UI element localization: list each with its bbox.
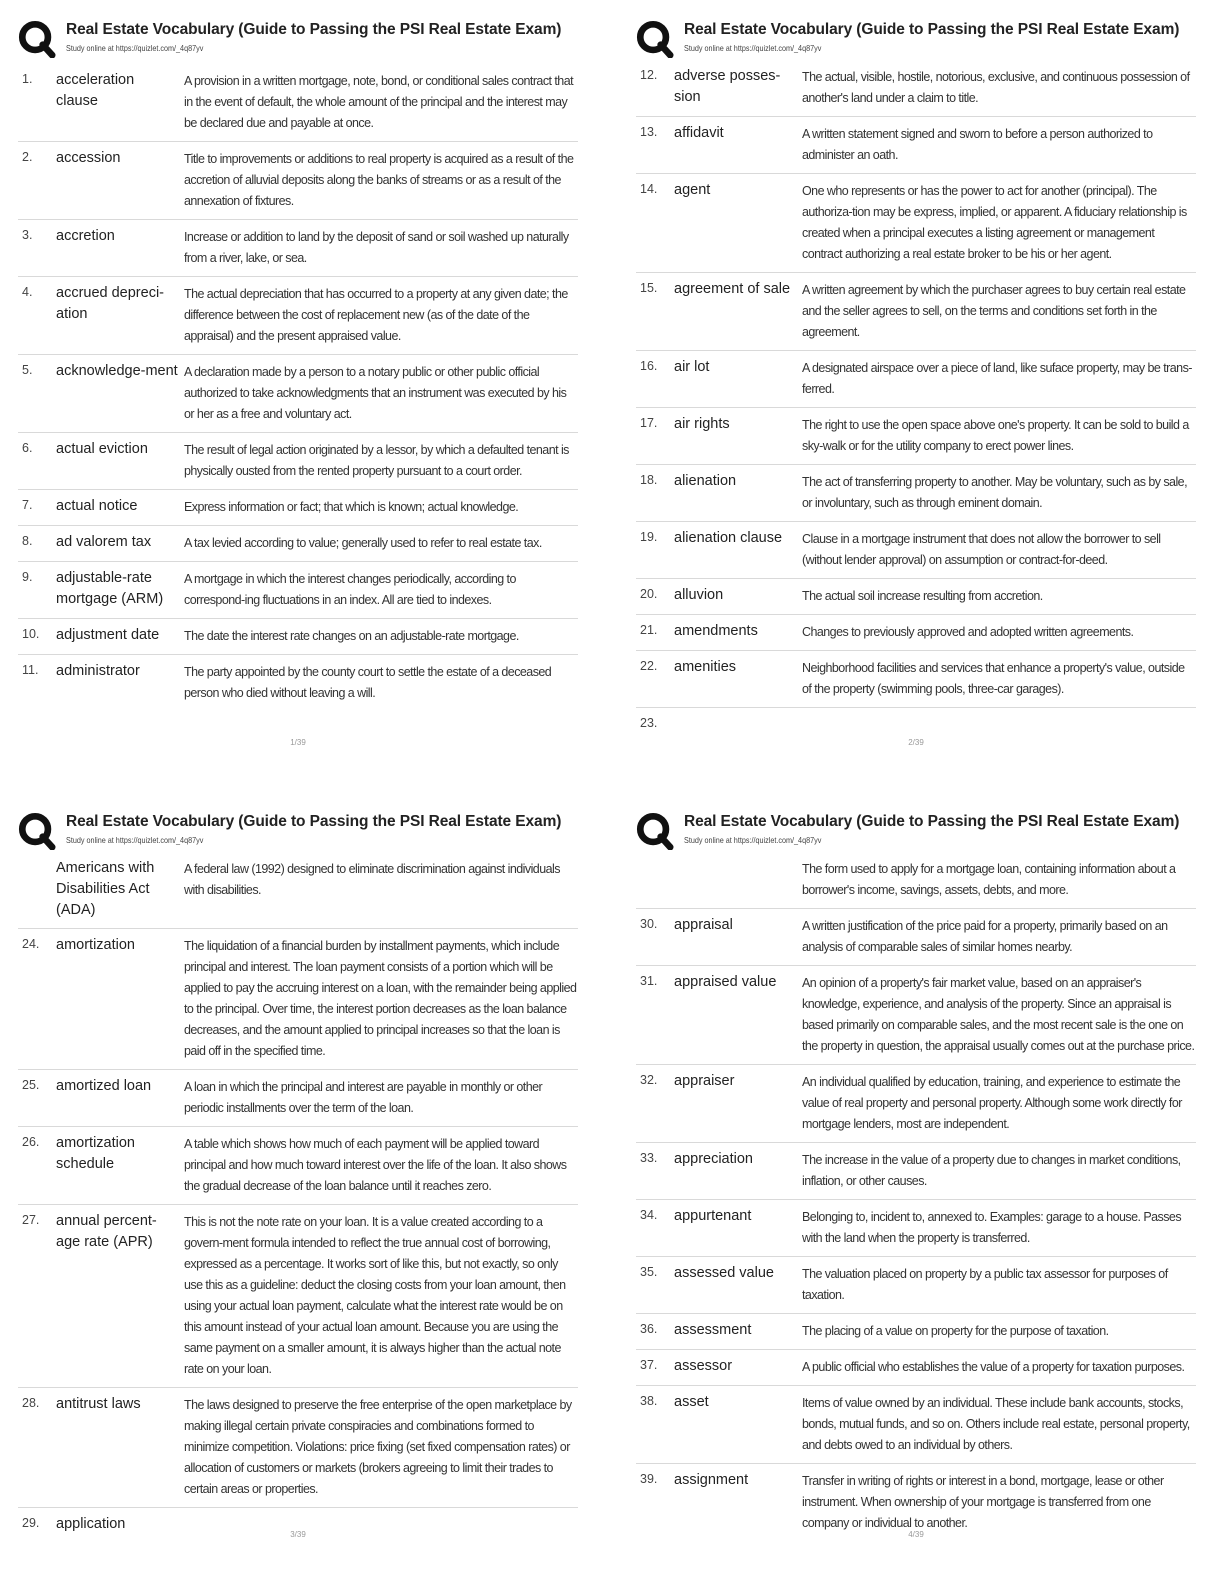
vocab-definition: Express information or fact; that which is known; actual knowledge. [184, 500, 519, 514]
vocab-row [636, 1350, 1196, 1386]
vocab-definition: Neighborhood facilities and services that enhance a property's value, outside of the property (swimming pools, three-car garages). [802, 661, 1185, 696]
vocab-term: amortization [56, 937, 135, 953]
vocab-row [18, 220, 578, 277]
vocab-term: amenities [674, 659, 737, 675]
term-number: 28. [22, 1396, 40, 1410]
vocab-row [18, 1205, 578, 1388]
vocab-term: accession [56, 150, 121, 166]
vocab-row [636, 909, 1196, 966]
vocab-definition: The actual soil increase resulting from accretion. [802, 589, 1043, 603]
vocab-term: appraised value [674, 974, 777, 990]
vocab-definition: Title to improvements or additions to real property is acquired as a result of the accretion of alluvial deposits along the banks of streams or as a result of the annexation of fixtures. [184, 152, 574, 208]
vocab-term: adverse posses-sion [674, 68, 781, 105]
vocab-term: amendments [674, 623, 758, 639]
vocab-term: amortization schedule [56, 1135, 135, 1172]
term-number: 18. [640, 473, 658, 487]
vocab-term: alienation clause [674, 530, 783, 546]
vocab-definition: A written statement signed and sworn to before a person authorized to administer an oath. [802, 127, 1153, 162]
vocab-term: annual percent-age rate (APR) [56, 1213, 157, 1250]
vocab-row [18, 929, 578, 1070]
vocab-row [636, 351, 1196, 408]
vocab-row [636, 579, 1196, 615]
vocab-row [18, 277, 578, 355]
vocab-row [636, 408, 1196, 465]
vocab-definition: A loan in which the principal and interest are payable in monthly or other periodic installments over the term of the loan. [184, 1080, 543, 1115]
page-header [18, 810, 578, 852]
vocab-term: appurtenant [674, 1208, 752, 1224]
vocab-table [18, 64, 578, 711]
term-number: 4. [22, 285, 33, 299]
vocab-term: assessment [674, 1322, 752, 1338]
vocab-row [18, 655, 578, 711]
term-number: 14. [640, 182, 658, 196]
vocab-definition: The increase in the value of a property due to changes in market conditions, inflation, or other causes. [802, 1153, 1181, 1188]
term-number: 15. [640, 281, 658, 295]
vocab-row [636, 1143, 1196, 1200]
vocab-table [636, 852, 1196, 1541]
vocab-definition: The actual, visible, hostile, notorious, exclusive, and continuous possession of another's land under a claim to title. [802, 70, 1190, 105]
term-number: 12. [640, 68, 658, 82]
page-footer: 3/39 [290, 1530, 306, 1539]
vocab-term: ad valorem tax [56, 534, 152, 550]
document-title: Real Estate Vocabulary (Guide to Passing the PSI Real Estate Exam) [684, 21, 1180, 38]
vocab-row [18, 1388, 578, 1508]
vocab-term: administrator [56, 663, 140, 679]
vocab-definition: The act of transferring property to another. May be voluntary, such as by sale, or involuntary, such as through eminent domain. [802, 475, 1188, 510]
page-footer: 2/39 [908, 738, 924, 747]
term-number [18, 858, 56, 921]
vocab-definition: A declaration made by a person to a notary public or other public official authorized to take acknowledgments that an instrument was executed by his or her as a free and voluntary act. [184, 365, 567, 421]
vocab-term: alienation [674, 473, 737, 489]
vocab-row [636, 1314, 1196, 1350]
page-header [18, 18, 578, 60]
term-number: 11. [22, 663, 39, 677]
vocab-definition: A tax levied according to value; generally used to refer to real estate tax. [184, 536, 542, 550]
term-number: 3. [22, 228, 33, 242]
vocab-row [18, 433, 578, 490]
term-number: 31. [640, 974, 658, 988]
vocab-term: Americans with Disabilities Act (ADA) [56, 860, 155, 918]
vocab-term: asset [674, 1394, 709, 1410]
term-number: 26. [22, 1135, 40, 1149]
term-number: 34. [640, 1208, 658, 1222]
vocab-row [636, 522, 1196, 579]
vocab-term: alluvion [674, 587, 724, 603]
term-number: 5. [22, 363, 33, 377]
vocab-definition: The liquidation of a financial burden by installment payments, which include principal and interest. The loan payment consists of a portion which will be applied to pay the accruing interest on a loan, with the remainder being applied to the principal. Over time, the interest portion decreases as the loan balance decreases, and the amount applied to principal increases so that the loan is paid off in the specified time. [184, 939, 577, 1058]
vocab-definition: A written justification of the price paid for a property, primarily based on an analysis of comparable sales of similar homes nearby. [802, 919, 1168, 954]
page-2 [636, 18, 1196, 747]
vocab-definition: Items of value owned by an individual. These include bank accounts, stocks, bonds, mutual funds, and so on. Others include real estate, personal property, and debts owed to an individual by others. [802, 1396, 1190, 1452]
vocab-definition: Clause in a mortgage instrument that does not allow the borrower to sell (without lender approval) on assumption or contract-for-deed. [802, 532, 1161, 567]
vocab-row [636, 1200, 1196, 1257]
vocab-term: agent [674, 182, 711, 198]
term-number: 29. [22, 1516, 40, 1530]
vocab-row [636, 1257, 1196, 1314]
vocab-definition: An opinion of a property's fair market value, based on an appraiser's knowledge, experience, and analysis of the property. Since an appraisal is based primarily on comparable sales, and the most recent sale is the one on the property in question, the appraisal usually comes out at the purchase price. [802, 976, 1195, 1053]
vocab-row [636, 465, 1196, 522]
vocab-row [636, 852, 1196, 909]
term-number: 22. [640, 659, 658, 673]
term-number: 23. [640, 716, 658, 730]
vocab-definition: A designated airspace over a piece of land, like suface property, may be trans-ferred. [802, 361, 1192, 396]
term-number: 13. [640, 125, 658, 139]
document-subtitle: Study online at https://quizlet.com/_4q87yv [66, 43, 204, 53]
page-footer: 4/39 [908, 1530, 924, 1539]
vocab-term: amortized loan [56, 1078, 152, 1094]
term-number: 6. [22, 441, 33, 455]
term-number: 17. [640, 416, 658, 430]
vocab-term: appreciation [674, 1151, 753, 1167]
vocab-definition: The laws designed to preserve the free enterprise of the open marketplace by making illegal certain private conspiracies and combinations formed to minimize competition. Violations: price fixing (set fixed compensation rates) or allocation of customers or markets (brokers agreeing to limit their trades to certain areas or properties. [184, 1398, 572, 1496]
document-title: Real Estate Vocabulary (Guide to Passing the PSI Real Estate Exam) [684, 813, 1180, 830]
vocab-definition: The actual depreciation that has occurred to a property at any given date; the difference between the cost of replacement new (as of the date of the appraisal) and the present appraised value. [184, 287, 568, 343]
vocab-term: actual notice [56, 498, 138, 514]
vocab-row [636, 117, 1196, 174]
vocab-row [636, 60, 1196, 117]
page-footer: 1/39 [290, 738, 306, 747]
vocab-term: application [56, 1516, 126, 1532]
term-number: 27. [22, 1213, 40, 1227]
vocab-term [674, 858, 802, 901]
vocab-term: acknowledge-ment [56, 363, 178, 379]
vocab-definition: The placing of a value on property for the purpose of taxation. [802, 1324, 1109, 1338]
vocab-definition: The date the interest rate changes on an adjustable-rate mortgage. [184, 629, 519, 643]
vocab-row [18, 619, 578, 655]
term-number: 37. [640, 1358, 658, 1372]
vocab-row [18, 1070, 578, 1127]
vocab-term: appraiser [674, 1073, 735, 1089]
vocab-definition: An individual qualified by education, training, and experience to estimate the value of real property and personal property. Although some work directly for mortgage lenders, most are independent. [802, 1075, 1182, 1131]
quizlet-logo-icon [636, 812, 674, 850]
vocab-term: air lot [674, 359, 710, 375]
vocab-row [636, 966, 1196, 1065]
document-subtitle: Study online at https://quizlet.com/_4q87yv [684, 835, 822, 845]
page-1 [18, 18, 578, 747]
term-number: 7. [22, 498, 33, 512]
vocab-term: assessed value [674, 1265, 774, 1281]
vocab-row [18, 562, 578, 619]
vocab-definition: A mortgage in which the interest changes periodically, according to correspond-ing fluctuations in an index. All are tied to indexes. [184, 572, 516, 607]
vocab-definition: A public official who establishes the value of a property for taxation purposes. [802, 1360, 1185, 1374]
vocab-term: adjustment date [56, 627, 160, 643]
vocab-row [636, 651, 1196, 708]
document-subtitle: Study online at https://quizlet.com/_4q87yv [66, 835, 204, 845]
quizlet-logo-icon [18, 20, 56, 58]
vocab-row [636, 615, 1196, 651]
vocab-definition: The right to use the open space above one's property. It can be sold to build a sky-walk or for the utility company to erect power lines. [802, 418, 1189, 453]
vocab-term: assessor [674, 1358, 733, 1374]
term-number: 19. [640, 530, 658, 544]
quizlet-logo-icon [636, 20, 674, 58]
document-title: Real Estate Vocabulary (Guide to Passing the PSI Real Estate Exam) [66, 813, 562, 830]
vocab-row [18, 142, 578, 220]
document-subtitle: Study online at https://quizlet.com/_4q87yv [684, 43, 822, 53]
vocab-definition: The form used to apply for a mortgage loan, containing information about a borrower's income, savings, assets, debts, and more. [802, 862, 1176, 897]
vocab-definition: The valuation placed on property by a public tax assessor for purposes of taxation. [802, 1267, 1168, 1302]
vocab-row [636, 1065, 1196, 1143]
vocab-row [636, 174, 1196, 273]
vocab-term: agreement of sale [674, 281, 791, 297]
document-title: Real Estate Vocabulary (Guide to Passing the PSI Real Estate Exam) [66, 21, 562, 38]
vocab-row [18, 1127, 578, 1205]
vocab-row [636, 1386, 1196, 1464]
vocab-term: antitrust laws [56, 1396, 141, 1412]
vocab-row [636, 273, 1196, 351]
term-number: 16. [640, 359, 658, 373]
term-number: 35. [640, 1265, 658, 1279]
term-number: 32. [640, 1073, 658, 1087]
term-number: 39. [640, 1472, 658, 1486]
term-number: 1. [22, 72, 33, 86]
vocab-term: accretion [56, 228, 115, 244]
vocab-row [18, 64, 578, 142]
vocab-term: actual eviction [56, 441, 148, 457]
vocab-row [18, 852, 578, 929]
vocab-term: acceleration clause [56, 72, 135, 109]
vocab-term: affidavit [674, 125, 724, 141]
term-number: 21. [640, 623, 658, 637]
vocab-term: air rights [674, 416, 730, 432]
vocab-definition: The result of legal action originated by a lessor, by which a defaulted tenant is physically ousted from the rented property pursuant to a court order. [184, 443, 569, 478]
vocab-row [18, 355, 578, 433]
vocab-row [18, 490, 578, 526]
page-3 [18, 810, 578, 1542]
term-number: 30. [640, 917, 658, 931]
term-number: 10. [22, 627, 40, 641]
page-4 [636, 810, 1196, 1541]
term-number: 24. [22, 937, 40, 951]
vocab-definition [802, 714, 1196, 730]
vocab-definition: Transfer in writing of rights or interest in a bond, mortgage, lease or other instrument. When ownership of your mortgage is transferred from one company or individual to another. [802, 1474, 1164, 1530]
vocab-definition: A table which shows how much of each payment will be applied toward principal and how much toward interest over the life of the loan. It also shows the gradual decrease of the loan balance until it reaches zero. [184, 1137, 567, 1193]
vocab-term: adjustable-rate mortgage (ARM) [56, 570, 164, 607]
term-number: 8. [22, 534, 33, 548]
vocab-definition: A provision in a written mortgage, note, bond, or conditional sales contract that in the event of default, the whole amount of the principal and the interest may be declared due and payable at once. [184, 74, 574, 130]
vocab-term: assignment [674, 1472, 749, 1488]
vocab-definition: This is not the note rate on your loan. It is a value created according to a govern-ment formula intended to reflect the true annual cost of borrowing, expressed as a percentage. It works sort of like this, but not exactly, so only use this as a guideline: deduct the closing costs from your loan amount, then using your actual loan payment, calculate what the interest rate would be on this amount instead of your actual loan amount. Because you are using the same payment on a smaller amount, it is always higher than the actual note rate on your loan. [184, 1215, 566, 1376]
vocab-table [636, 60, 1196, 737]
vocab-definition: Increase or addition to land by the deposit of sand or soil washed up naturally from a river, lake, or sea. [184, 230, 569, 265]
vocab-definition: A federal law (1992) designed to eliminate discrimination against individuals with disabilities. [184, 862, 560, 897]
vocab-definition: The party appointed by the county court to settle the estate of a deceased person who died without leaving a will. [184, 665, 552, 700]
quizlet-logo-icon [18, 812, 56, 850]
term-number: 20. [640, 587, 658, 601]
vocab-row [636, 708, 1196, 737]
vocab-term: accrued depreci-ation [56, 285, 164, 322]
term-number: 25. [22, 1078, 40, 1092]
vocab-term: appraisal [674, 917, 733, 933]
term-number: 33. [640, 1151, 658, 1165]
vocab-definition: Belonging to, incident to, annexed to. Examples: garage to a house. Passes with the land when the property is transferred. [802, 1210, 1182, 1245]
term-number: 2. [22, 150, 33, 164]
vocab-definition: A written agreement by which the purchaser agrees to buy certain real estate and the seller agrees to sell, on the terms and conditions set forth in the agreement. [802, 283, 1186, 339]
term-number: 9. [22, 570, 33, 584]
term-number [636, 858, 674, 901]
page-header [636, 18, 1196, 60]
vocab-row [18, 526, 578, 562]
vocab-term [674, 714, 802, 730]
vocab-table [18, 852, 578, 1542]
page-header [636, 810, 1196, 852]
vocab-definition: One who represents or has the power to act for another (principal). The authoriza-tion may be express, implied, or apparent. A fiduciary relationship is created when a principal executes a listing agreement or management contract authorizing a real estate broker to be his or her agent. [802, 184, 1187, 261]
term-number: 38. [640, 1394, 658, 1408]
term-number: 36. [640, 1322, 658, 1336]
vocab-definition: Changes to previously approved and adopted written agreements. [802, 625, 1134, 639]
